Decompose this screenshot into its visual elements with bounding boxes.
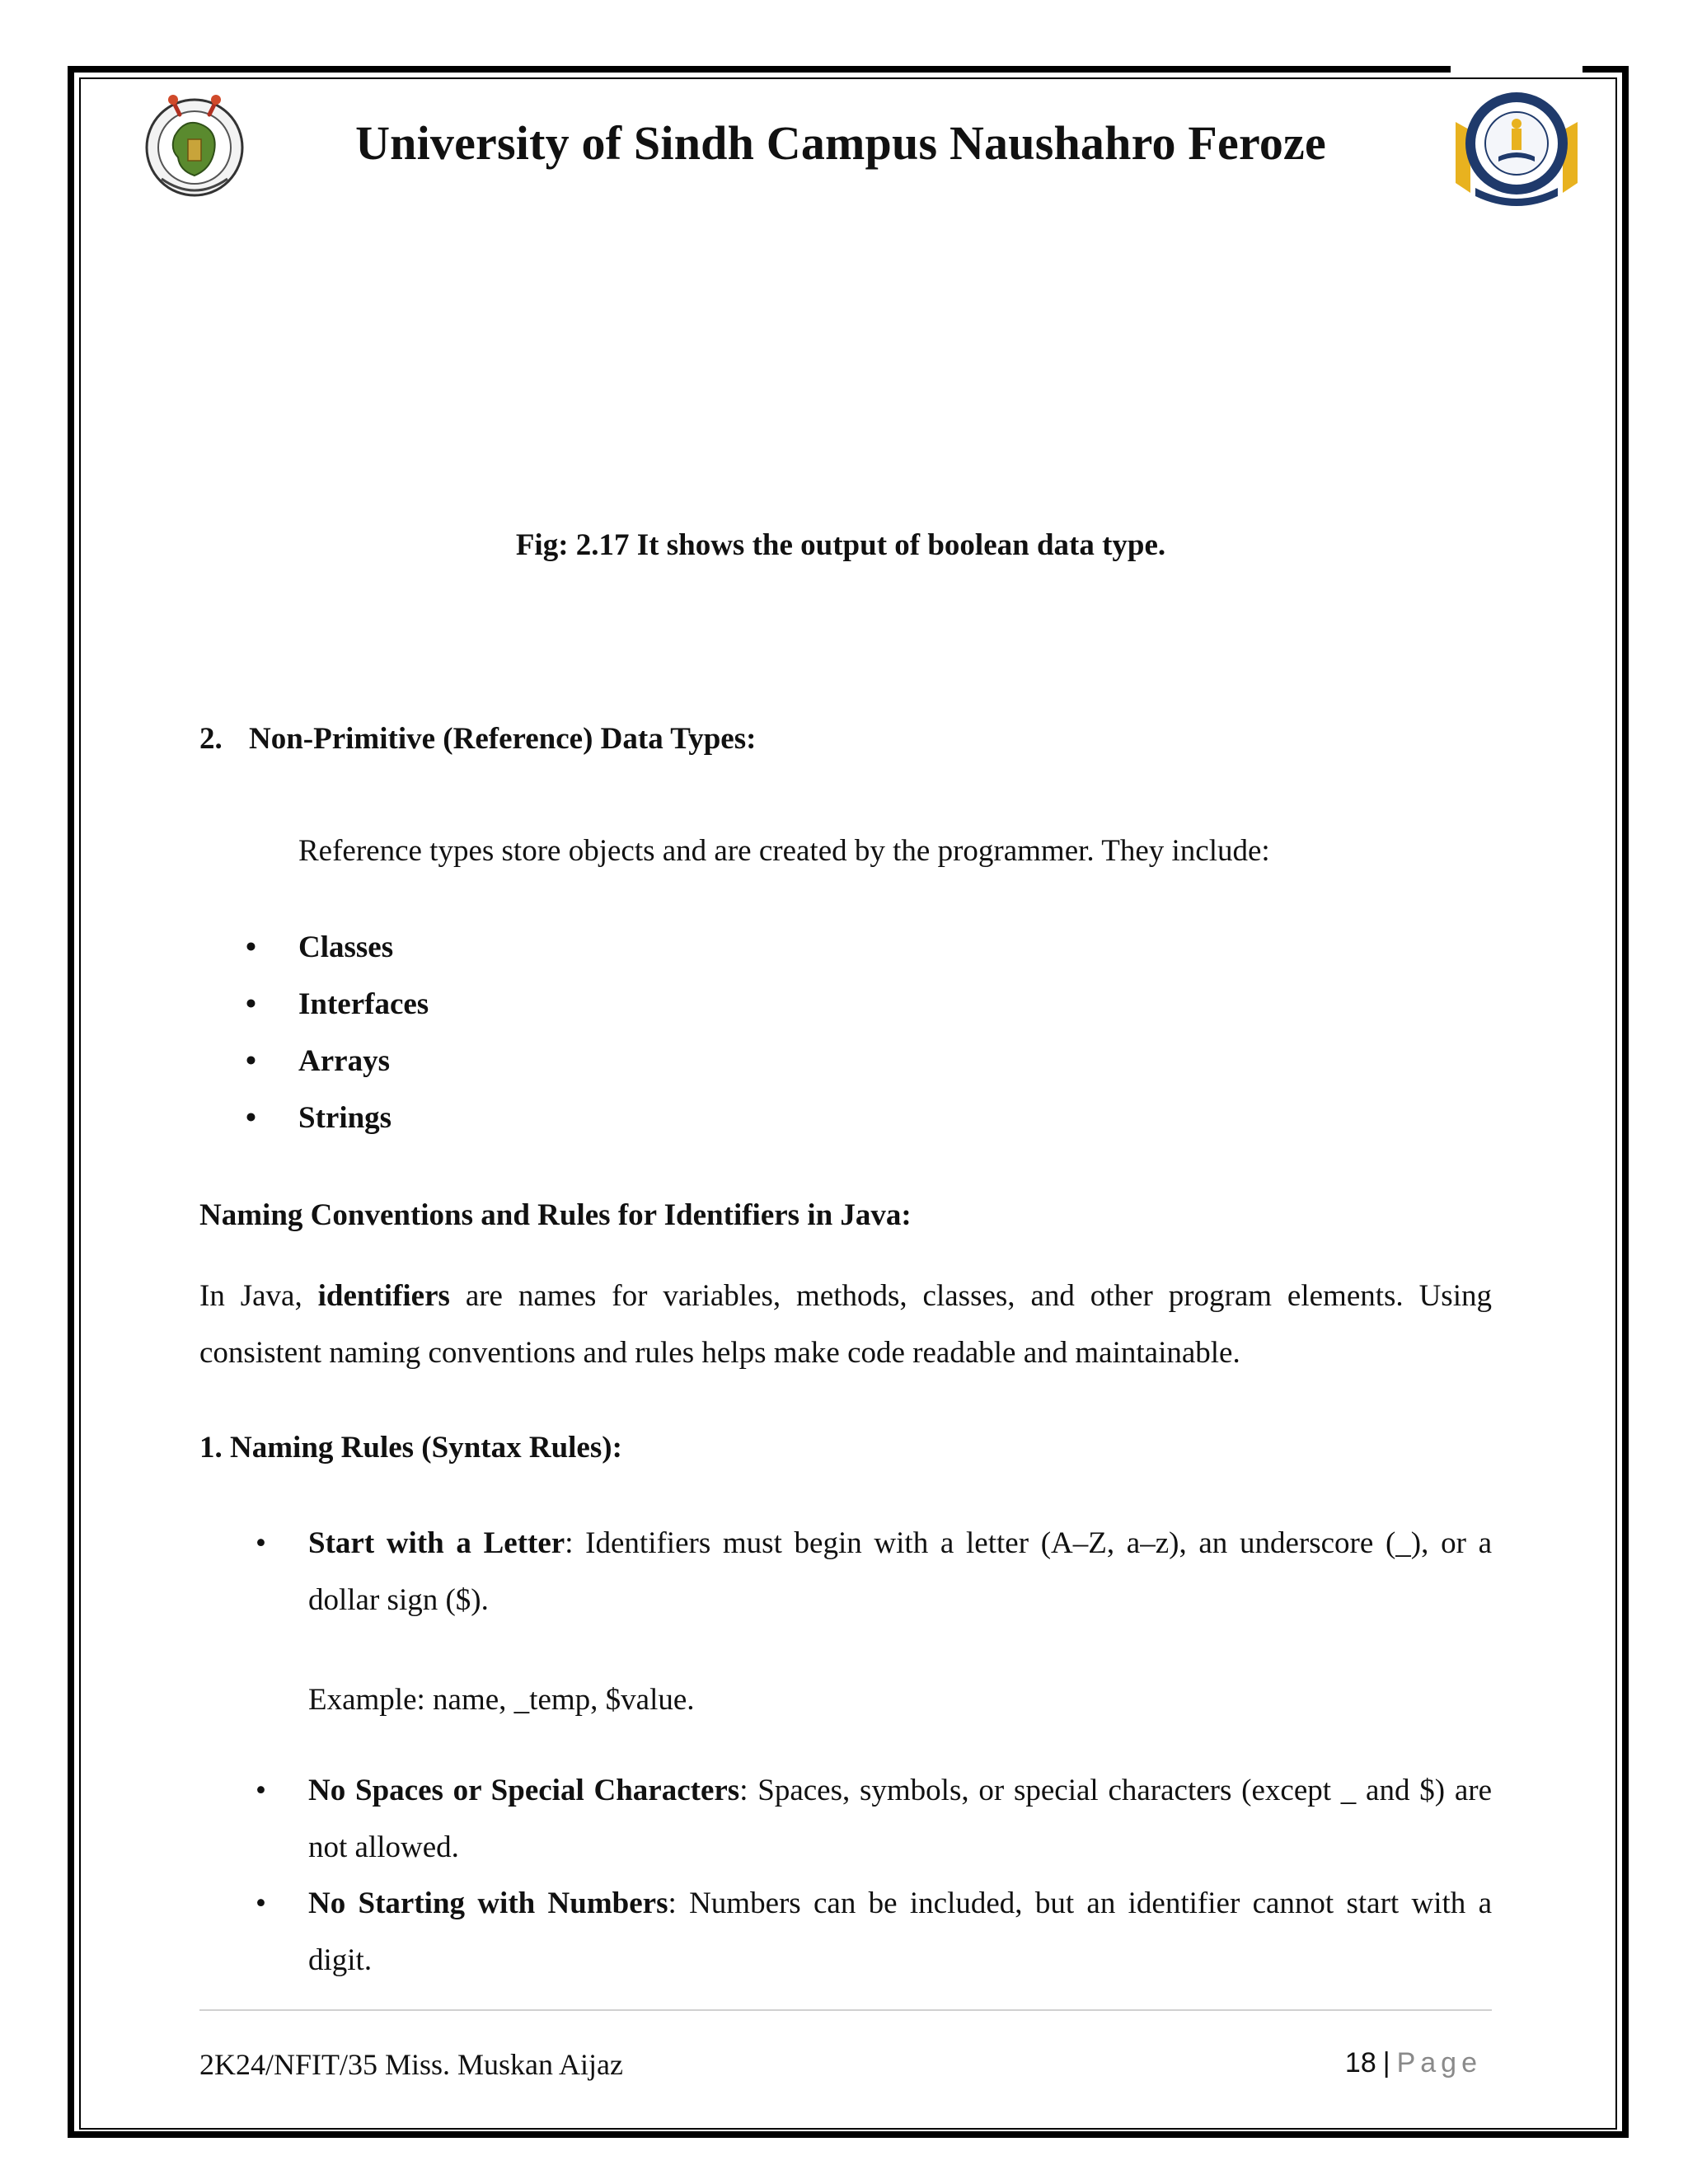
section-heading-text: Non-Primitive (Reference) Data Types:: [249, 722, 757, 756]
bullet-icon: •: [246, 930, 256, 964]
section-number: 2.: [199, 722, 223, 756]
list-item-label: Strings: [298, 1101, 392, 1135]
rule-title: Start with a Letter: [308, 1526, 565, 1560]
naming-heading: Naming Conventions and Rules for Identifiers in Java:: [199, 1198, 912, 1232]
naming-para-pre: In Java,: [199, 1279, 318, 1313]
page-separator: |: [1382, 2047, 1390, 2079]
page-label: Page: [1396, 2047, 1482, 2079]
list-item-label: Interfaces: [298, 987, 429, 1021]
rule-text: : Identifiers must begin with a letter (A–Z, a–z), an underscore (_), or a dollar sign ($).: [308, 1526, 1492, 1617]
list-item: [239, 1033, 429, 1090]
section-intro: Reference types store objects and are created by the programmer. They include:: [298, 834, 1270, 868]
rule-title: No Spaces or Special Characters: [308, 1774, 740, 1807]
section-heading: [199, 710, 756, 767]
university-seal-logo: [142, 87, 247, 204]
seal-icon: [142, 87, 247, 204]
bullet-icon: •: [256, 1886, 266, 1920]
footer-author: 2K24/NFIT/35 Miss. Muskan Aijaz: [199, 2048, 624, 2081]
list-item: [239, 919, 429, 976]
bullet-icon: •: [246, 987, 256, 1021]
list-item-label: Classes: [298, 930, 394, 964]
list-item: [239, 976, 429, 1033]
border-gap: [1451, 63, 1582, 77]
campus-badge-logo: [1451, 86, 1582, 209]
rules-heading: 1. Naming Rules (Syntax Rules):: [199, 1431, 622, 1465]
badge-icon: [1451, 86, 1582, 209]
naming-para-bold: identifiers: [317, 1279, 450, 1313]
page-title: University of Sindh Campus Naushahro Feroze: [355, 116, 1326, 170]
bullet-icon: •: [256, 1526, 266, 1560]
naming-para-post: are names for variables, methods, classes, and other program elements. Using consistent naming conventions and rules helps make code readable and maintainable.: [199, 1279, 1492, 1370]
rule-item: [256, 1875, 1492, 1989]
bullet-icon: •: [246, 1044, 256, 1078]
footer-page: [1345, 2047, 1482, 2079]
bullet-icon: •: [246, 1101, 256, 1135]
rule-example: Example: name, _temp, $value.: [308, 1683, 695, 1717]
rule-text: : Spaces, symbols, or special characters (except _ and $) are not allowed.: [308, 1774, 1492, 1864]
rule-title: No Starting with Numbers: [308, 1886, 668, 1920]
bullet-icon: •: [256, 1774, 266, 1807]
footer-divider: [199, 2009, 1492, 2011]
figure-caption: Fig: 2.17 It shows the output of boolean data type.: [515, 528, 1166, 562]
list-item: [239, 1090, 429, 1146]
list-item-label: Arrays: [298, 1044, 390, 1078]
rule-text: : Numbers can be included, but an identifier cannot start with a digit.: [308, 1886, 1493, 1977]
page-number: 18: [1344, 2047, 1376, 2079]
rule-item: [256, 1762, 1492, 1876]
rule-item: [256, 1515, 1492, 1629]
naming-paragraph: [199, 1268, 1492, 1381]
reference-types-list: [239, 919, 429, 1146]
